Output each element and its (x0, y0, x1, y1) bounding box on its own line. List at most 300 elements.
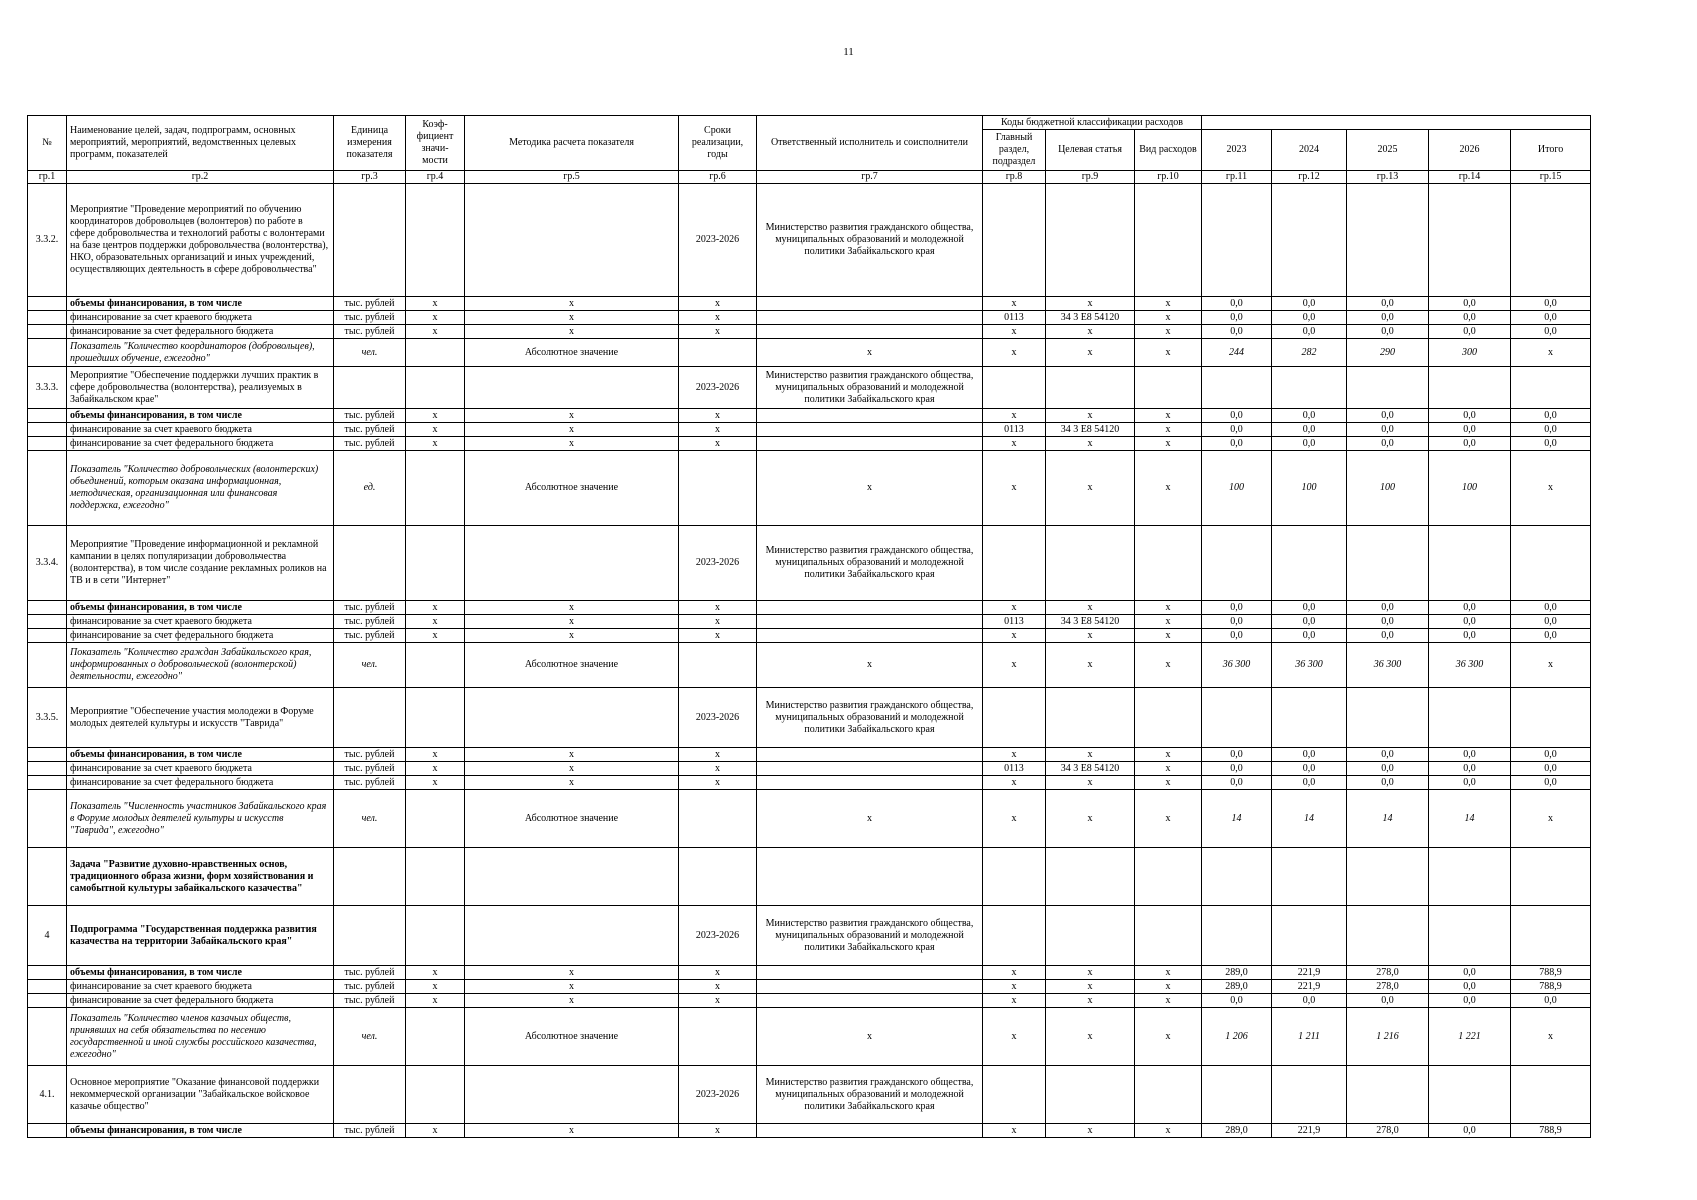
row-name: Мероприятие "Проведение информационной и рекламной кампании в целях популяризации добровольчества (волонтерства), в том числе создание рекламных роликов на ТВ и в сети "Интернет" (67, 526, 334, 601)
row-value: 0,0 (1511, 776, 1591, 790)
row-expense-type: x (1135, 966, 1202, 980)
table-cell (983, 1066, 1046, 1124)
row-value: 282 (1272, 339, 1347, 367)
row-value: 788,9 (1511, 1124, 1591, 1138)
table-row-fin (28, 311, 1591, 325)
row-value: 788,9 (1511, 980, 1591, 994)
row-method: x (465, 629, 679, 643)
row-value: 36 300 (1202, 643, 1272, 688)
row-executor: x (757, 1008, 983, 1066)
row-value: 0,0 (1429, 325, 1511, 339)
row-name: объемы финансирования, в том числе (67, 297, 334, 311)
row-expense-type: x (1135, 643, 1202, 688)
table-cell (1046, 184, 1135, 297)
row-expense-type: x (1135, 325, 1202, 339)
row-expense-type: x (1135, 629, 1202, 643)
row-coef: x (406, 1124, 465, 1138)
table-row-fin (28, 994, 1591, 1008)
table-cell (983, 526, 1046, 601)
row-terms: 2023-2026 (679, 906, 757, 966)
table-cell (28, 297, 67, 311)
header-coef: Коэф-фициент значи-мости (406, 116, 465, 171)
row-value: 0,0 (1429, 980, 1511, 994)
row-name: Показатель "Количество граждан Забайкальского края, информированных о добровольческой (волонтерской) деятельности, ежегодно" (67, 643, 334, 688)
row-value: 290 (1347, 339, 1429, 367)
table-cell (757, 1124, 983, 1138)
table-cell (1347, 1066, 1429, 1124)
row-value: 0,0 (1511, 748, 1591, 762)
row-terms: x (679, 325, 757, 339)
table-cell (406, 184, 465, 297)
row-expense-type: x (1135, 1008, 1202, 1066)
row-value: 0,0 (1272, 762, 1347, 776)
row-terms: x (679, 629, 757, 643)
row-unit: тыс. рублей (334, 601, 406, 615)
row-number: 4 (28, 906, 67, 966)
row-value: 0,0 (1511, 311, 1591, 325)
row-name: Показатель "Численность участников Забайкальского края в Форуме молодых деятелей культуры и искусств "Таврида", ежегодно" (67, 790, 334, 848)
row-name: финансирование за счет федерального бюджета (67, 325, 334, 339)
header-total: Итого (1511, 130, 1591, 171)
row-unit: тыс. рублей (334, 980, 406, 994)
row-terms: x (679, 980, 757, 994)
colnum: гр.14 (1429, 171, 1511, 184)
row-value: x (1511, 1008, 1591, 1066)
row-terms: x (679, 994, 757, 1008)
row-expense-type: x (1135, 437, 1202, 451)
table-cell (334, 688, 406, 748)
row-executor: x (757, 790, 983, 848)
row-executor: Министерство развития гражданского общества, муниципальных образований и молодежной политики Забайкальского края (757, 367, 983, 409)
row-method: Абсолютное значение (465, 1008, 679, 1066)
row-value: 0,0 (1429, 409, 1511, 423)
row-coef: x (406, 762, 465, 776)
row-coef: x (406, 311, 465, 325)
table-cell (28, 776, 67, 790)
row-executor: Министерство развития гражданского общества, муниципальных образований и молодежной политики Забайкальского края (757, 688, 983, 748)
row-value: 0,0 (1202, 297, 1272, 311)
table-row-ind (28, 451, 1591, 526)
row-coef: x (406, 409, 465, 423)
table-row-fin (28, 601, 1591, 615)
row-value: 0,0 (1429, 1124, 1511, 1138)
header-unit: Единица измерения показателя (334, 116, 406, 171)
table-row-ind (28, 643, 1591, 688)
row-value: 0,0 (1272, 325, 1347, 339)
table-cell (983, 688, 1046, 748)
row-value: 221,9 (1272, 980, 1347, 994)
budget-table (27, 115, 1591, 1138)
row-value: 0,0 (1202, 762, 1272, 776)
table-row-fin (28, 325, 1591, 339)
row-value: 36 300 (1347, 643, 1429, 688)
row-main-section: x (983, 325, 1046, 339)
table-cell (757, 629, 983, 643)
row-main-section: x (983, 776, 1046, 790)
row-name: финансирование за счет федерального бюджета (67, 437, 334, 451)
row-value: 244 (1202, 339, 1272, 367)
table-cell (28, 451, 67, 526)
row-target-item: x (1046, 409, 1135, 423)
row-expense-type: x (1135, 615, 1202, 629)
table-cell (1429, 688, 1511, 748)
row-main-section: x (983, 339, 1046, 367)
row-value: 289,0 (1202, 966, 1272, 980)
row-name: Показатель "Количество добровольческих (волонтерских) объединений, которым оказана информационная, методическая, организационная или финансовая поддержка, ежегодно" (67, 451, 334, 526)
row-value: 0,0 (1272, 776, 1347, 790)
row-value: 0,0 (1272, 297, 1347, 311)
row-main-section: x (983, 790, 1046, 848)
header-row-1 (28, 116, 1591, 130)
row-value: 221,9 (1272, 1124, 1347, 1138)
row-target-item: x (1046, 297, 1135, 311)
row-value: 1 216 (1347, 1008, 1429, 1066)
row-value: 0,0 (1202, 994, 1272, 1008)
header-terms: Сроки реализации, годы (679, 116, 757, 171)
row-value: 0,0 (1347, 994, 1429, 1008)
colnum: гр.15 (1511, 171, 1591, 184)
row-coef: x (406, 966, 465, 980)
row-number: 3.3.3. (28, 367, 67, 409)
table-cell (983, 906, 1046, 966)
table-cell (406, 848, 465, 906)
table-cell (757, 437, 983, 451)
row-coef: x (406, 437, 465, 451)
table-cell (465, 184, 679, 297)
table-cell (1272, 688, 1347, 748)
row-unit: тыс. рублей (334, 994, 406, 1008)
table-cell (1202, 848, 1272, 906)
table-cell (1347, 526, 1429, 601)
row-terms: x (679, 297, 757, 311)
header-2025: 2025 (1347, 130, 1429, 171)
table-cell (406, 906, 465, 966)
header-num: № (28, 116, 67, 171)
row-target-item: x (1046, 790, 1135, 848)
row-main-section: x (983, 1124, 1046, 1138)
table-cell (28, 748, 67, 762)
row-main-section: x (983, 437, 1046, 451)
row-number: 4.1. (28, 1066, 67, 1124)
row-terms: x (679, 601, 757, 615)
row-number: 3.3.4. (28, 526, 67, 601)
row-value: 0,0 (1347, 423, 1429, 437)
row-value: 221,9 (1272, 966, 1347, 980)
row-value: 0,0 (1511, 994, 1591, 1008)
header-2024: 2024 (1272, 130, 1347, 171)
table-cell (1429, 184, 1511, 297)
row-value: 0,0 (1202, 311, 1272, 325)
row-value: 0,0 (1202, 437, 1272, 451)
header-method: Методика расчета показателя (465, 116, 679, 171)
row-main-section: x (983, 451, 1046, 526)
row-value: 0,0 (1511, 409, 1591, 423)
row-terms: x (679, 762, 757, 776)
row-expense-type: x (1135, 409, 1202, 423)
row-value: 0,0 (1347, 325, 1429, 339)
row-terms: 2023-2026 (679, 526, 757, 601)
row-value: 0,0 (1511, 601, 1591, 615)
table-cell (28, 762, 67, 776)
row-value: 278,0 (1347, 980, 1429, 994)
row-value: 278,0 (1347, 966, 1429, 980)
table-cell (757, 601, 983, 615)
row-value: 0,0 (1202, 601, 1272, 615)
table-cell (1347, 906, 1429, 966)
colnum: гр.3 (334, 171, 406, 184)
table-cell (1202, 688, 1272, 748)
header-expense-type: Вид расходов (1135, 130, 1202, 171)
table-cell (1272, 848, 1347, 906)
row-terms: x (679, 437, 757, 451)
table-cell (1429, 848, 1511, 906)
row-name: объемы финансирования, в том числе (67, 1124, 334, 1138)
row-name: объемы финансирования, в том числе (67, 409, 334, 423)
row-main-section: x (983, 643, 1046, 688)
table-cell (757, 615, 983, 629)
row-name: Мероприятие "Проведение мероприятий по обучению координаторов добровольцев (волонтеров) по работе в сфере добровольчества и технологий работы с волонтерами на базе центров поддержки добровольчества (волонтерства), НКО, образовательных организаций и иных учреждений, осуществляющих деятельность в сфере добровольчества" (67, 184, 334, 297)
header-executor: Ответственный исполнитель и соисполнители (757, 116, 983, 171)
table-cell (334, 848, 406, 906)
row-expense-type: x (1135, 748, 1202, 762)
row-value: 0,0 (1272, 311, 1347, 325)
row-name: Подпрограмма "Государственная поддержка развития казачества на территории Забайкальского края" (67, 906, 334, 966)
row-value: 289,0 (1202, 1124, 1272, 1138)
table-cell (983, 184, 1046, 297)
colnum: гр.11 (1202, 171, 1272, 184)
table-cell (465, 688, 679, 748)
table-cell (757, 776, 983, 790)
table-cell (1046, 1066, 1135, 1124)
colnum: гр.6 (679, 171, 757, 184)
row-main-section: x (983, 748, 1046, 762)
row-value: 0,0 (1272, 423, 1347, 437)
row-name: Мероприятие "Обеспечение участия молодежи в Форуме молодых деятелей культуры и искусств "Таврида" (67, 688, 334, 748)
row-value: 0,0 (1272, 748, 1347, 762)
row-value: 0,0 (1429, 601, 1511, 615)
table-cell (757, 980, 983, 994)
row-executor: x (757, 339, 983, 367)
row-executor: Министерство развития гражданского общества, муниципальных образований и молодежной политики Забайкальского края (757, 184, 983, 297)
row-value: 0,0 (1272, 437, 1347, 451)
table-row-fin (28, 980, 1591, 994)
row-method: Абсолютное значение (465, 643, 679, 688)
row-value: 100 (1272, 451, 1347, 526)
table-cell (406, 367, 465, 409)
row-method: x (465, 311, 679, 325)
row-value: x (1511, 790, 1591, 848)
row-name: финансирование за счет краевого бюджета (67, 311, 334, 325)
table-cell (1347, 848, 1429, 906)
table-cell (1429, 526, 1511, 601)
table-row-ind (28, 1008, 1591, 1066)
table-cell (1202, 526, 1272, 601)
table-cell (757, 994, 983, 1008)
table-body (28, 184, 1591, 1138)
table-cell (28, 980, 67, 994)
row-target-item: x (1046, 980, 1135, 994)
table-cell (757, 848, 983, 906)
row-main-section: x (983, 409, 1046, 423)
table-cell (28, 848, 67, 906)
table-cell (1046, 906, 1135, 966)
row-unit: ед. (334, 451, 406, 526)
row-name: финансирование за счет краевого бюджета (67, 423, 334, 437)
table-row-event (28, 1066, 1591, 1124)
row-target-item: x (1046, 325, 1135, 339)
row-name: финансирование за счет краевого бюджета (67, 615, 334, 629)
row-value: 0,0 (1429, 629, 1511, 643)
colnum: гр.2 (67, 171, 334, 184)
table-row-fin (28, 437, 1591, 451)
table-cell (1347, 688, 1429, 748)
table-cell (406, 1066, 465, 1124)
table-cell (334, 367, 406, 409)
row-main-section: x (983, 601, 1046, 615)
row-name: финансирование за счет краевого бюджета (67, 980, 334, 994)
row-value: 0,0 (1347, 762, 1429, 776)
row-unit: тыс. рублей (334, 311, 406, 325)
table-cell (28, 423, 67, 437)
row-unit: тыс. рублей (334, 423, 406, 437)
table-cell (1202, 906, 1272, 966)
table-cell (1135, 526, 1202, 601)
table-row-fin (28, 966, 1591, 980)
table-row-task (28, 848, 1591, 906)
row-unit: чел. (334, 1008, 406, 1066)
table-cell (757, 297, 983, 311)
row-expense-type: x (1135, 297, 1202, 311)
row-value: 0,0 (1347, 311, 1429, 325)
row-value: 788,9 (1511, 966, 1591, 980)
table-cell (1511, 184, 1591, 297)
row-executor: x (757, 643, 983, 688)
row-value: 0,0 (1272, 629, 1347, 643)
row-value: 0,0 (1272, 409, 1347, 423)
colnum: гр.12 (1272, 171, 1347, 184)
row-value: 0,0 (1429, 297, 1511, 311)
table-cell (1135, 367, 1202, 409)
row-value: 0,0 (1429, 437, 1511, 451)
table-cell (679, 339, 757, 367)
row-value: 0,0 (1272, 601, 1347, 615)
table-cell (1347, 184, 1429, 297)
row-value: 1 211 (1272, 1008, 1347, 1066)
row-number: 3.3.5. (28, 688, 67, 748)
table-cell (28, 994, 67, 1008)
header-codes-blank (1202, 116, 1591, 130)
row-name: объемы финансирования, в том числе (67, 601, 334, 615)
table-cell (28, 437, 67, 451)
row-coef: x (406, 748, 465, 762)
table-cell (679, 643, 757, 688)
row-value: 0,0 (1202, 776, 1272, 790)
table-cell (1511, 367, 1591, 409)
row-value: 14 (1202, 790, 1272, 848)
row-value: 0,0 (1272, 994, 1347, 1008)
table-cell (28, 325, 67, 339)
table-row-fin (28, 615, 1591, 629)
row-executor: Министерство развития гражданского общества, муниципальных образований и молодежной политики Забайкальского края (757, 1066, 983, 1124)
row-expense-type: x (1135, 790, 1202, 848)
row-expense-type: x (1135, 776, 1202, 790)
row-method: x (465, 1124, 679, 1138)
table-row-ind (28, 790, 1591, 848)
row-value: 0,0 (1347, 629, 1429, 643)
row-method: x (465, 748, 679, 762)
row-value: 0,0 (1429, 994, 1511, 1008)
table-row-fin (28, 748, 1591, 762)
row-value: 0,0 (1511, 437, 1591, 451)
table-row-event (28, 184, 1591, 297)
row-value: 0,0 (1511, 325, 1591, 339)
row-value: 0,0 (1347, 409, 1429, 423)
row-method: x (465, 615, 679, 629)
row-value: 14 (1429, 790, 1511, 848)
row-value: 100 (1347, 451, 1429, 526)
header-2026: 2026 (1429, 130, 1511, 171)
table-cell (406, 790, 465, 848)
row-value: 0,0 (1511, 423, 1591, 437)
row-executor: Министерство развития гражданского общества, муниципальных образований и молодежной политики Забайкальского края (757, 906, 983, 966)
table-cell (757, 423, 983, 437)
row-executor: Министерство развития гражданского общества, муниципальных образований и молодежной политики Забайкальского края (757, 526, 983, 601)
row-value: 0,0 (1429, 966, 1511, 980)
row-target-item: x (1046, 994, 1135, 1008)
table-cell (465, 367, 679, 409)
table-row-fin (28, 629, 1591, 643)
header-name: Наименование целей, задач, подпрограмм, основных мероприятий, мероприятий, ведомственных целевых программ, показателей (67, 116, 334, 171)
colnum: гр.5 (465, 171, 679, 184)
row-unit: тыс. рублей (334, 776, 406, 790)
row-value: 0,0 (1429, 423, 1511, 437)
row-method: x (465, 601, 679, 615)
table-cell (1046, 848, 1135, 906)
row-unit: чел. (334, 339, 406, 367)
table-cell (406, 339, 465, 367)
row-main-section: x (983, 629, 1046, 643)
row-value: 0,0 (1511, 297, 1591, 311)
row-value: x (1511, 451, 1591, 526)
table-cell (28, 601, 67, 615)
row-main-section: 0113 (983, 311, 1046, 325)
row-target-item: 34 3 E8 54120 (1046, 311, 1135, 325)
table-cell (1272, 367, 1347, 409)
table-cell (1347, 367, 1429, 409)
table-row-event (28, 367, 1591, 409)
table-cell (757, 409, 983, 423)
row-method: x (465, 297, 679, 311)
row-expense-type: x (1135, 601, 1202, 615)
row-expense-type: x (1135, 339, 1202, 367)
row-value: x (1511, 339, 1591, 367)
table-cell (334, 184, 406, 297)
row-number: 3.3.2. (28, 184, 67, 297)
table-cell (1429, 367, 1511, 409)
row-name: объемы финансирования, в том числе (67, 966, 334, 980)
row-method: x (465, 437, 679, 451)
table-cell (28, 1124, 67, 1138)
row-name: Задача "Развитие духовно-нравственных основ, традиционного образа жизни, форм хозяйствования и самобытной культуры забайкальского казачества" (67, 848, 334, 906)
table-cell (406, 451, 465, 526)
table-cell (1511, 848, 1591, 906)
row-coef: x (406, 776, 465, 790)
table-cell (28, 311, 67, 325)
row-terms: x (679, 966, 757, 980)
table-cell (1202, 1066, 1272, 1124)
row-terms: x (679, 409, 757, 423)
colnum: гр.13 (1347, 171, 1429, 184)
